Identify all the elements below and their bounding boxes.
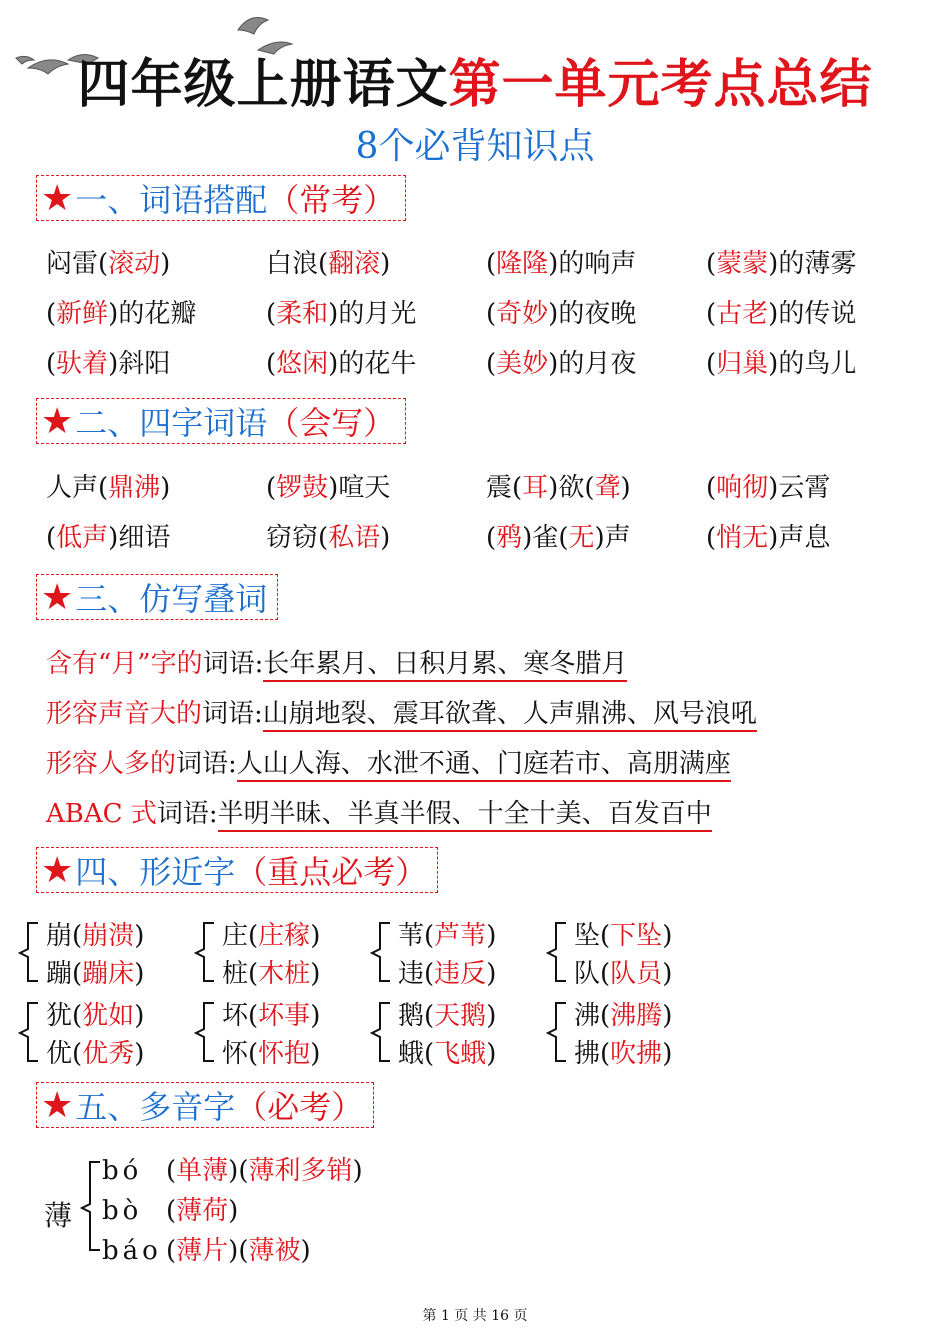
similar-char-line — [46, 953, 144, 990]
example-word: 芦苇 — [434, 921, 487, 951]
answer-word: 隆隆 — [496, 249, 549, 279]
section-label: 四、形近字 — [75, 853, 236, 891]
text-part: )斜阳 — [108, 349, 171, 379]
paren: ( — [238, 1236, 249, 1266]
paren: ( — [424, 959, 435, 989]
example-word: 木桩 — [258, 959, 311, 989]
separator: 、 — [496, 699, 523, 729]
example-word: 崩溃 — [82, 921, 135, 951]
idiom-item — [486, 517, 631, 554]
word-group-line — [46, 643, 627, 680]
answer-word: 耳 — [522, 473, 549, 503]
text-part: )的传说 — [768, 299, 857, 329]
text-part: 震( — [486, 473, 523, 503]
brace-icon — [78, 1158, 102, 1254]
char: 队 — [574, 959, 601, 989]
paren: ( — [600, 921, 611, 951]
section-note: （必考） — [235, 1088, 364, 1126]
collocation-item — [706, 293, 856, 330]
idiom-word: 百发百中 — [607, 799, 712, 829]
text-part: 闷雷( — [46, 249, 109, 279]
example-word: 天鹅 — [434, 1001, 487, 1031]
paren: ) — [228, 1196, 239, 1226]
paren: ( — [166, 1156, 177, 1186]
paren: ) — [486, 921, 497, 951]
category-label: 形容声音大的 — [46, 699, 203, 729]
answer-word: 美妙 — [496, 349, 549, 379]
char: 怀 — [222, 1039, 249, 1069]
idiom-word: 半真半假 — [347, 799, 452, 829]
category-suffix: 词语: — [176, 749, 237, 779]
similar-char-line — [574, 1033, 672, 1070]
text-part: ( — [46, 349, 57, 379]
char: 犹 — [46, 1001, 73, 1031]
idiom-word: 风号浪吼 — [652, 699, 757, 729]
idiom-item — [266, 517, 390, 554]
char: 桩 — [222, 959, 249, 989]
answer-word: 奇妙 — [496, 299, 549, 329]
separator: 、 — [367, 649, 394, 679]
idiom-word: 寒冬腊月 — [523, 649, 628, 679]
answer-word: 蒙蒙 — [716, 249, 769, 279]
collocation-item — [706, 243, 856, 280]
similar-char-line — [574, 953, 672, 990]
collocation-item — [266, 343, 416, 380]
answer-word: 私语 — [328, 523, 381, 553]
idiom-item — [486, 467, 631, 504]
collocation-item — [266, 293, 416, 330]
answer-word: 鸦 — [496, 523, 523, 553]
word-group-line — [46, 743, 731, 780]
text-part: 人声( — [46, 473, 109, 503]
paren: ) — [134, 959, 145, 989]
idiom-item — [706, 517, 830, 554]
star-icon: ★ — [41, 849, 74, 891]
answer-word: 低声 — [56, 523, 109, 553]
char: 蹦 — [46, 959, 73, 989]
answer-word: 悄无 — [716, 523, 769, 553]
text-part: 白浪( — [266, 249, 329, 279]
text-part: ( — [46, 299, 57, 329]
example-word: 蹦床 — [82, 959, 135, 989]
text-part: ( — [706, 249, 717, 279]
category-label: ABAC 式 — [46, 799, 157, 829]
example-word: 飞蛾 — [434, 1039, 487, 1069]
separator: 、 — [497, 649, 524, 679]
polyphone-reading — [102, 1190, 238, 1227]
star-icon: ★ — [41, 400, 74, 442]
text-part: ( — [266, 349, 277, 379]
similar-char-line — [46, 915, 144, 952]
idiom-item — [46, 517, 170, 554]
separator: 、 — [366, 699, 393, 729]
similar-char-line — [46, 1033, 144, 1070]
polyphone-char: 薄 — [44, 1199, 73, 1232]
paren: ) — [310, 1001, 321, 1031]
paren: ) — [486, 1001, 497, 1031]
paren: ( — [72, 1039, 83, 1069]
word-group-line — [46, 793, 712, 830]
text-part: ( — [486, 249, 497, 279]
pinyin: báo — [102, 1236, 162, 1266]
char: 违 — [398, 959, 425, 989]
section-label: 三、仿写叠词 — [75, 580, 268, 618]
star-icon: ★ — [41, 177, 74, 219]
text-part: ( — [266, 299, 277, 329]
section-note: （会写） — [267, 404, 396, 442]
similar-char-line — [574, 915, 672, 952]
paren: ( — [248, 1039, 259, 1069]
idiom-word: 人声鼎沸 — [522, 699, 627, 729]
paren: ) — [228, 1236, 239, 1266]
paren: ) — [486, 1039, 497, 1069]
text-part: ( — [706, 299, 717, 329]
paren: ) — [134, 921, 145, 951]
paren: ) — [134, 1001, 145, 1031]
brace-icon — [16, 997, 40, 1065]
example-word: 坏事 — [258, 1001, 311, 1031]
text-part: )的花瓣 — [108, 299, 197, 329]
separator: 、 — [340, 749, 367, 779]
idiom-word: 日积月累 — [393, 649, 498, 679]
paren: ( — [248, 1001, 259, 1031]
text-part: )的月夜 — [548, 349, 637, 379]
paren: ( — [424, 1001, 435, 1031]
section-note: （重点必考） — [235, 853, 428, 891]
example-word: 违反 — [434, 959, 487, 989]
answer-word: 翻滚 — [328, 249, 381, 279]
similar-char-line — [398, 995, 496, 1032]
char: 沸 — [574, 1001, 601, 1031]
pinyin: bó — [102, 1156, 143, 1186]
answer-word: 驮着 — [56, 349, 109, 379]
answer-word: 响彻 — [716, 473, 769, 503]
text-part: ( — [486, 523, 497, 553]
example-word: 薄片 — [176, 1236, 229, 1266]
example-word: 薄利多销 — [248, 1156, 353, 1186]
category-suffix: 词语: — [156, 799, 218, 829]
category-label: 形容人多的 — [46, 749, 177, 779]
idiom-item — [266, 467, 390, 504]
example-word: 沸腾 — [610, 1001, 663, 1031]
char: 崩 — [46, 921, 73, 951]
answer-word: 古老 — [716, 299, 769, 329]
text-part: )声 — [594, 523, 631, 553]
example-word: 优秀 — [82, 1039, 135, 1069]
similar-char-line — [398, 1033, 496, 1070]
text-part: ( — [486, 349, 497, 379]
section-heading-similar-chars — [36, 847, 438, 893]
pinyin: bò — [102, 1196, 143, 1226]
paren: ) — [662, 1001, 673, 1031]
text-part: )的薄雾 — [768, 249, 857, 279]
section-heading-collocations — [36, 175, 406, 221]
paren: ( — [600, 959, 611, 989]
separator: 、 — [321, 799, 348, 829]
idiom-word: 十全十美 — [477, 799, 582, 829]
section-heading-reduplication — [36, 574, 278, 620]
text-part: )欲( — [548, 473, 595, 503]
char: 苇 — [398, 921, 425, 951]
idiom-item — [46, 467, 170, 504]
paren: ) — [228, 1156, 239, 1186]
text-part: ( — [706, 523, 717, 553]
text-part: ( — [266, 473, 277, 503]
paren: ( — [72, 959, 83, 989]
title-part-1: 四年级上册语文 — [77, 55, 449, 115]
collocation-item — [486, 343, 636, 380]
idiom-word: 人山人海 — [236, 749, 341, 779]
brace-icon — [192, 997, 216, 1065]
answer-word: 新鲜 — [56, 299, 109, 329]
paren: ) — [310, 959, 321, 989]
star-icon: ★ — [41, 1084, 74, 1126]
similar-char-line — [222, 995, 320, 1032]
brace-icon — [16, 917, 40, 985]
text-part: ( — [486, 299, 497, 329]
polyphone-reading — [102, 1150, 363, 1187]
section-label: 一、词语搭配 — [75, 181, 268, 219]
paren: ) — [134, 1039, 145, 1069]
collocation-item — [46, 343, 170, 380]
text-part: )云霄 — [768, 473, 831, 503]
similar-char-line — [222, 1033, 320, 1070]
similar-char-line — [222, 915, 320, 952]
paren: ) — [662, 1039, 673, 1069]
star-icon: ★ — [41, 576, 74, 618]
word-list — [263, 649, 627, 682]
example-word: 薄被 — [248, 1236, 301, 1266]
separator: 、 — [600, 749, 627, 779]
paren: ) — [310, 921, 321, 951]
separator: 、 — [451, 799, 478, 829]
paren: ) — [662, 959, 673, 989]
text-part: )的鸟儿 — [768, 349, 857, 379]
paren: ( — [166, 1236, 177, 1266]
paren: ( — [600, 1001, 611, 1031]
text-part: ) — [160, 473, 171, 503]
paren: ( — [238, 1156, 249, 1186]
brace-icon — [192, 917, 216, 985]
idiom-item — [706, 467, 830, 504]
paren: ) — [310, 1039, 321, 1069]
text-part: 窃窃( — [266, 523, 329, 553]
polyphone-reading — [102, 1230, 311, 1267]
similar-char-line — [574, 995, 672, 1032]
text-part: )声息 — [768, 523, 831, 553]
example-word: 单薄 — [176, 1156, 229, 1186]
paren: ( — [72, 921, 83, 951]
collocation-item — [486, 243, 636, 280]
text-part: ( — [706, 473, 717, 503]
paren: ) — [662, 921, 673, 951]
page-subtitle: 8个必背知识点 — [355, 126, 595, 167]
text-part: )的月光 — [328, 299, 417, 329]
paren: ( — [424, 921, 435, 951]
char: 坠 — [574, 921, 601, 951]
char: 蛾 — [398, 1039, 425, 1069]
idiom-word: 水泄不通 — [366, 749, 471, 779]
paren: ( — [600, 1039, 611, 1069]
text-part: )的花牛 — [328, 349, 417, 379]
brace-icon — [544, 997, 568, 1065]
word-list — [237, 749, 731, 782]
similar-char-line — [222, 953, 320, 990]
section-heading-polyphone — [36, 1082, 374, 1128]
text-part: )雀( — [522, 523, 569, 553]
collocation-item — [486, 293, 636, 330]
answer-word: 锣鼓 — [276, 473, 329, 503]
text-part: )细语 — [108, 523, 171, 553]
brace-icon — [368, 997, 392, 1065]
example-word: 怀抱 — [258, 1039, 311, 1069]
char: 鹅 — [398, 1001, 425, 1031]
idiom-word: 门庭若市 — [496, 749, 601, 779]
section-label: 二、四字词语 — [75, 404, 268, 442]
brace-icon — [368, 917, 392, 985]
similar-char-line — [46, 995, 144, 1032]
word-list — [263, 699, 757, 732]
section-note: （常考） — [267, 181, 396, 219]
idiom-word: 山崩地裂 — [262, 699, 367, 729]
similar-char-line — [398, 915, 496, 952]
idiom-word: 震耳欲聋 — [392, 699, 497, 729]
example-word: 下坠 — [610, 921, 663, 951]
paren: ( — [248, 959, 259, 989]
idiom-word: 半明半昧 — [217, 799, 322, 829]
text-part: )的夜晚 — [548, 299, 637, 329]
answer-word: 滚动 — [108, 249, 161, 279]
answer-word: 聋 — [594, 473, 621, 503]
separator: 、 — [626, 699, 653, 729]
page-title — [0, 42, 950, 117]
collocation-item — [266, 243, 390, 280]
answer-word: 悠闲 — [276, 349, 329, 379]
text-part: )的响声 — [548, 249, 637, 279]
example-word: 薄荷 — [176, 1196, 229, 1226]
text-part: )喧天 — [328, 473, 391, 503]
category-suffix: 词语: — [202, 699, 263, 729]
page-footer: 第 1 页 共 16 页 — [422, 1308, 528, 1324]
answer-word: 鼎沸 — [108, 473, 161, 503]
text-part: ( — [46, 523, 57, 553]
example-word: 犹如 — [82, 1001, 135, 1031]
example-word: 庄稼 — [258, 921, 311, 951]
collocation-item — [46, 243, 170, 280]
example-word: 吹拂 — [610, 1039, 663, 1069]
word-list — [218, 799, 712, 832]
collocation-item — [706, 343, 856, 380]
char: 庄 — [222, 921, 249, 951]
collocation-item — [46, 293, 196, 330]
idiom-word: 高朋满座 — [626, 749, 731, 779]
category-suffix: 词语: — [202, 649, 264, 679]
char: 优 — [46, 1039, 73, 1069]
paren: ( — [248, 921, 259, 951]
text-part: ( — [706, 349, 717, 379]
text-part: ) — [160, 249, 171, 279]
title-part-2: 第一单元考点总结 — [448, 55, 873, 115]
section-label: 五、多音字 — [75, 1088, 236, 1126]
separator: 、 — [470, 749, 497, 779]
brace-icon — [544, 917, 568, 985]
paren: ) — [352, 1156, 363, 1186]
idiom-word: 长年累月 — [263, 649, 368, 679]
paren: ( — [424, 1039, 435, 1069]
paren: ( — [166, 1196, 177, 1226]
category-label: 含有“月”字的 — [46, 649, 203, 679]
answer-word: 归巢 — [716, 349, 769, 379]
char: 坏 — [222, 1001, 249, 1031]
text-part: ) — [620, 473, 631, 503]
similar-char-line — [398, 953, 496, 990]
paren: ( — [72, 1001, 83, 1031]
answer-word: 柔和 — [276, 299, 329, 329]
answer-word: 无 — [568, 523, 595, 553]
example-word: 队员 — [610, 959, 663, 989]
text-part: ) — [380, 249, 391, 279]
paren: ) — [300, 1236, 311, 1266]
paren: ) — [486, 959, 497, 989]
section-heading-four-char — [36, 398, 406, 444]
text-part: ) — [380, 523, 391, 553]
separator: 、 — [581, 799, 608, 829]
char: 拂 — [574, 1039, 601, 1069]
word-group-line — [46, 693, 757, 730]
